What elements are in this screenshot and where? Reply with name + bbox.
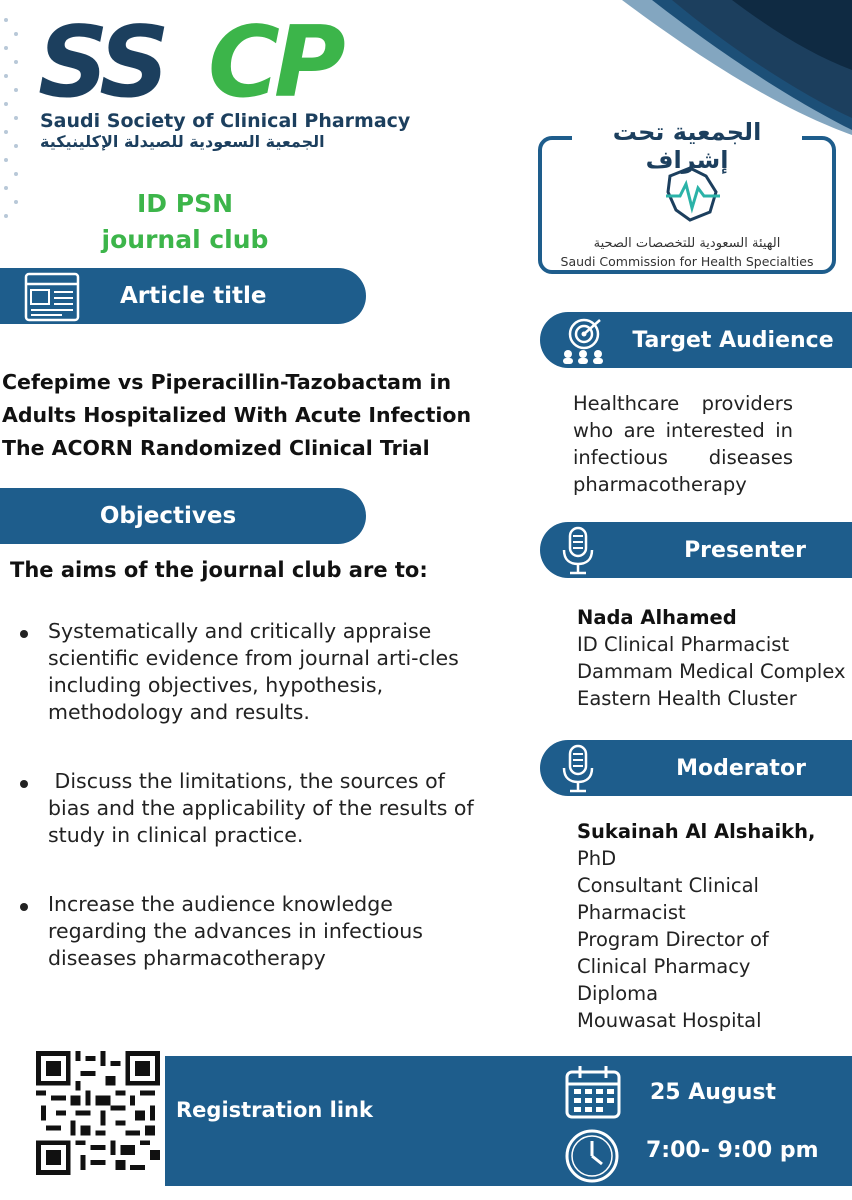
svg-text:SS: SS [38,14,164,110]
article-icon [22,270,82,324]
moderator-line: Diploma [577,982,659,1005]
calendar-icon [564,1064,622,1120]
moderator-section-header [540,740,852,796]
presenter-label: Presenter [684,537,806,563]
list-item [20,618,480,726]
microphone-icon [560,744,596,794]
aims-list [20,618,480,1014]
event-title [60,186,310,258]
article-title-line3: The ACORN Randomized Clinical Trial [2,436,430,460]
registration-link-label[interactable]: Registration link [176,1098,373,1122]
presenter-details [577,604,846,712]
sponsor-name-arabic: الهيئة السعودية للتخصصات الصحية [593,236,781,251]
moderator-line: Pharmacist [577,901,686,924]
sponsor-heading: الجمعية تحت إشراف [572,118,802,174]
moderator-line: Mouwasat Hospital [577,1009,762,1032]
objectives-label: Objectives [99,503,237,529]
article-title-label: Article title [120,283,267,309]
logo-name-english: Saudi Society of Clinical Pharmacy [40,110,411,132]
sscp-logo-mark [38,14,428,110]
sscp-logo [18,14,438,154]
article-title-line2: Adults Hospitalized With Acute Infection [2,403,472,427]
qr-code[interactable] [32,1046,164,1180]
presenter-section-header [540,522,852,578]
aims-heading: The aims of the journal club are to: [10,558,428,582]
event-date: 25 August [650,1080,776,1105]
clock-icon [564,1128,620,1184]
presenter-name: Nada Alhamed [577,606,737,629]
article-title-section-header [0,268,366,324]
presenter-line: ID Clinical Pharmacist [577,633,790,656]
event-title-line1: ID PSN [136,189,233,218]
sponsor-box [538,118,836,274]
list-item [20,768,480,849]
event-time: 7:00- 9:00 pm [646,1138,819,1163]
target-audience-section-header [540,312,852,368]
aim-text: Systematically and critically appraise scientific evidence from journal arti-cles including objectives, hypothesis, methodology and results. [48,619,459,724]
aim-text: Discuss the limitations, the sources of bias and the applicability of the results of study in clinical practice. [48,769,481,847]
svg-text:CP: CP [208,14,340,110]
moderator-details [577,818,815,1034]
bullet-icon [20,780,28,788]
moderator-line: Clinical Pharmacy [577,955,751,978]
logo-name-arabic: الجمعية السعودية للصيدلة الإكلينيكية [40,132,325,151]
scfhs-emblem-icon [660,162,726,228]
objectives-section-header [0,488,366,544]
target-icon [560,316,606,364]
target-audience-text: Healthcare providers who are interested in infectious diseases pharmacotherapy [573,392,793,496]
moderator-line: Program Director of [577,928,769,951]
bullet-icon [20,630,28,638]
moderator-line: Consultant Clinical [577,874,759,897]
article-title-line1: Cefepime vs Piperacillin-Tazobactam in [2,370,452,394]
moderator-label: Moderator [676,755,806,781]
sponsor-name-english: Saudi Commission for Health Specialties [560,254,814,269]
moderator-line: PhD [577,847,617,870]
presenter-line: Eastern Health Cluster [577,687,797,710]
qr-code-pattern [36,1050,160,1176]
article-title [2,366,492,465]
target-audience-label: Target Audience [632,327,834,353]
moderator-name: Sukainah Al Alshaikh, [577,820,816,843]
list-item [20,891,480,972]
bullet-icon [20,903,28,911]
presenter-line: Dammam Medical Complex [577,660,846,683]
microphone-icon [560,526,596,576]
aim-text: Increase the audience knowledge regarding the advances in infectious diseases pharmacotherapy [48,892,423,970]
event-title-line2: journal club [101,225,269,254]
